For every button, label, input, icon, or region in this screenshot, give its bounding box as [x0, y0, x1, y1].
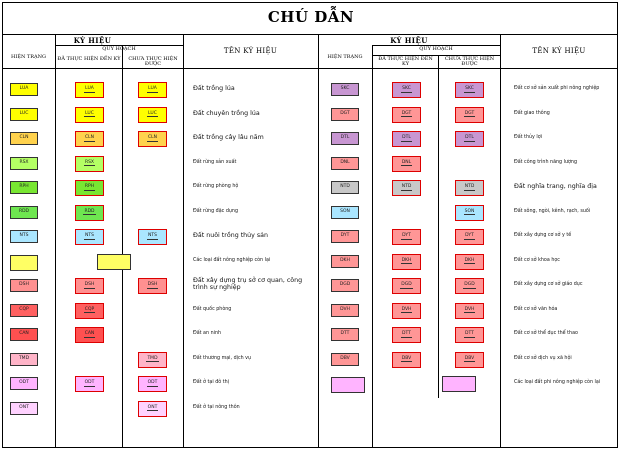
right-row-2-done-swatch [392, 107, 421, 123]
left-row-7-done-swatch [75, 229, 104, 245]
right-row-11-label: Đất cơ sở thể dục thể thao [514, 331, 578, 336]
right-row-9-done-swatch [392, 278, 421, 294]
left-undone-header: CHƯA THỰC HIỆN ĐƯỢC [128, 56, 178, 68]
right-row-7-undone-swatch [455, 229, 484, 245]
left-symbol-header: KÝ HIỆU [73, 36, 112, 45]
right-row-13-plan-swatch [442, 376, 476, 392]
right-row-6-current-swatch: SON [331, 206, 359, 219]
right-row-12-done-code: DBV [401, 355, 412, 361]
right-row-9-done-code: DGD [401, 282, 412, 288]
right-row-3-current-swatch: DTL [331, 132, 359, 145]
right-row-10-label: Đất cơ sở văn hóa [514, 306, 558, 312]
left-row-11-label: Đất an ninh [193, 331, 222, 336]
left-row-7-current-swatch: NTS [10, 230, 38, 243]
right-row-8-undone-code: DKH [464, 257, 475, 263]
left-row-3-done-code: CLN [84, 135, 94, 141]
right-row-13-current-swatch [331, 377, 365, 393]
left-row-8-plan-swatch [97, 254, 131, 270]
right-row-5-undone-swatch [455, 180, 484, 196]
right-row-5-label: Đất nghĩa trang, nghĩa địa [514, 183, 597, 190]
left-row-4-done-swatch [75, 156, 104, 172]
right-row-10-undone-swatch [455, 303, 484, 319]
col-divider-5 [372, 45, 373, 448]
right-row-3-undone-swatch [455, 131, 484, 147]
left-row-13-done-swatch [75, 376, 104, 392]
left-row-3-done-swatch [75, 131, 104, 147]
right-row-6-undone-code: SON [464, 208, 475, 214]
left-row-11-done-code: CAN [84, 331, 95, 337]
left-row-4-label: Đất rừng sản xuất [193, 159, 237, 165]
left-row-7-done-code: NTS [85, 233, 94, 239]
left-current-header: HIỆN TRẠNG [10, 54, 47, 60]
left-row-6-label: Đất rừng đặc dụng [193, 208, 239, 214]
right-row-4-done-code: DNL [401, 159, 412, 165]
right-done-header: ĐÃ THỰC HIỆN ĐẾN KỲ [378, 56, 433, 68]
left-row-2-done-swatch [75, 107, 104, 123]
title-divider [2, 34, 618, 35]
left-row-6-done-swatch [75, 205, 104, 221]
right-row-4-label: Đất công trình năng lượng [514, 159, 578, 165]
right-row-3-done-code: DTL [402, 135, 411, 141]
left-row-14-undone-code: ONT [147, 404, 158, 410]
left-row-2-label: Đất chuyên trồng lúa [193, 109, 260, 117]
left-row-13-label: Đất ở tại đô thị [193, 380, 229, 385]
left-row-1-done-code: LUA [85, 86, 94, 92]
right-row-13-label: Các loại đất phi nông nghiệp còn lại [514, 380, 601, 385]
right-row-1-undone-code: SKC [465, 86, 474, 92]
right-row-10-undone-code: DVH [464, 306, 475, 312]
left-row-13-undone-code: ODT [147, 380, 158, 386]
right-row-7-done-code: DYT [402, 233, 411, 239]
left-row-12-label: Đất thương mại, dịch vụ [193, 355, 252, 361]
right-plan-header: QUY HOẠCH [419, 46, 453, 52]
right-row-5-done-swatch [392, 180, 421, 196]
right-row-4-done-swatch [392, 156, 421, 172]
left-row-11-current-swatch: CAN [10, 328, 38, 341]
left-row-2-current-swatch: LUC [10, 108, 38, 121]
right-row-7-current-swatch: DYT [331, 230, 359, 243]
right-row-9-current-swatch: DGD [331, 279, 359, 292]
left-row-10-done-code: CQP [84, 306, 95, 312]
left-row-14-label: Đất ở tại nông thôn [193, 404, 240, 410]
right-symbol-header: KÝ HIỆU [390, 36, 428, 45]
right-row-10-current-swatch: DVH [331, 304, 359, 317]
right-row-4-current-swatch: DNL [331, 157, 359, 170]
right-row-2-undone-code: DGT [464, 110, 475, 116]
legend-title: CHÚ DẪN [267, 8, 355, 26]
right-row-5-current-swatch: NTD [331, 181, 359, 194]
col-divider-6 [438, 55, 439, 398]
left-row-9-current-swatch: DSH [10, 279, 38, 292]
right-row-12-label: Đất cơ sở dịch vụ xã hội [514, 355, 572, 361]
right-row-7-label: Đất xây dựng cơ sở y tế [514, 233, 572, 238]
left-row-1-undone-swatch [138, 82, 167, 98]
right-row-8-current-swatch: DKH [331, 255, 359, 268]
right-row-10-done-code: DVH [401, 306, 412, 312]
left-row-8-label: Các loại đất nông nghiệp còn lại [193, 257, 271, 263]
right-row-3-undone-code: DTL [465, 135, 474, 141]
left-row-12-undone-code: TMD [147, 355, 158, 361]
left-name-header: TÊN KÝ HIỆU [223, 47, 278, 55]
left-row-9-undone-code: DSH [147, 282, 158, 288]
right-row-12-undone-swatch [455, 352, 484, 368]
right-row-11-done-swatch [392, 327, 421, 343]
col-divider-1 [55, 34, 56, 448]
right-row-11-undone-code: DTT [465, 331, 474, 337]
left-done-header: ĐÃ THỰC HIỆN ĐẾN KỲ [57, 56, 121, 62]
left-row-3-undone-code: CLN [147, 135, 157, 141]
left-row-11-done-swatch [75, 327, 104, 343]
right-row-3-label: Đất thủy lợi [514, 135, 542, 140]
left-row-5-done-swatch [75, 180, 104, 196]
right-row-1-undone-swatch [455, 82, 484, 98]
left-row-10-done-swatch [75, 303, 104, 319]
right-row-1-done-code: SKC [402, 86, 411, 92]
col-divider-4 [318, 34, 319, 448]
right-row-8-label: Đất cơ sở khoa học [514, 257, 560, 263]
left-row-13-current-swatch: ODT [10, 377, 38, 390]
left-row-9-undone-swatch [138, 278, 167, 294]
left-row-13-done-code: ODT [84, 380, 95, 386]
left-row-4-done-code: RSX [84, 159, 95, 165]
right-row-5-done-code: NTD [401, 184, 412, 190]
right-row-7-done-swatch [392, 229, 421, 245]
left-row-7-undone-swatch [138, 229, 167, 245]
right-row-11-done-code: DTT [402, 331, 411, 337]
right-row-11-current-swatch: DTT [331, 328, 359, 341]
left-row-12-undone-swatch [138, 352, 167, 368]
left-row-9-done-swatch [75, 278, 104, 294]
right-row-2-current-swatch: DGT [331, 108, 359, 121]
left-row-2-undone-code: LUC [148, 110, 157, 116]
right-row-1-current-swatch: SKC [331, 83, 359, 96]
right-row-9-undone-code: DGD [464, 282, 475, 288]
left-row-2-done-code: LUC [85, 110, 94, 116]
right-row-8-done-code: DKH [401, 257, 412, 263]
left-row-6-current-swatch: RDD [10, 206, 38, 219]
left-row-3-current-swatch: CLN [10, 132, 38, 145]
left-row-5-done-code: RPH [84, 184, 95, 190]
left-row-10-current-swatch: CQP [10, 304, 38, 317]
right-row-9-undone-swatch [455, 278, 484, 294]
right-row-2-undone-swatch [455, 107, 484, 123]
left-row-5-current-swatch: RPH [10, 181, 38, 194]
right-current-header: HIỆN TRẠNG [327, 54, 363, 60]
left-row-3-label: Đất trồng cây lâu năm [193, 134, 264, 141]
right-row-5-undone-code: NTD [464, 184, 475, 190]
left-row-5-label: Đất rừng phòng hộ [193, 184, 239, 189]
right-row-8-done-swatch [392, 254, 421, 270]
left-row-12-current-swatch: TMD [10, 353, 38, 366]
left-row-2-undone-swatch [138, 107, 167, 123]
left-row-1-done-swatch [75, 82, 104, 98]
left-plan-header: QUY HOẠCH [102, 46, 136, 52]
left-row-8-current-swatch [10, 255, 38, 271]
left-row-13-undone-swatch [138, 376, 167, 392]
right-row-11-undone-swatch [455, 327, 484, 343]
col-divider-2 [122, 45, 123, 448]
right-row-6-label: Đất sông, ngòi, kênh, rạch, suối [514, 208, 591, 214]
right-name-header: TÊN KÝ HIỆU [532, 47, 586, 55]
left-row-14-undone-swatch [138, 401, 167, 417]
left-row-9-label: Đất xây dựng trụ sở cơ quan, công trình sự nghiệp [193, 277, 303, 291]
right-row-10-done-swatch [392, 303, 421, 319]
right-row-1-done-swatch [392, 82, 421, 98]
left-row-1-current-swatch: LUA [10, 83, 38, 96]
left-row-10-label: Đất quốc phòng [193, 306, 232, 312]
right-undone-header: CHƯA THỰC HIỆN ĐƯỢC [444, 56, 495, 68]
left-row-7-label: Đất nuôi trồng thủy sản [193, 232, 269, 239]
right-row-12-current-swatch: DBV [331, 353, 359, 366]
left-row-4-current-swatch: RSX [10, 157, 38, 170]
header-divider [2, 68, 618, 69]
right-row-7-undone-code: DYT [465, 233, 474, 239]
left-row-1-label: Đất trồng lúa [193, 85, 235, 92]
col-divider-7 [500, 34, 501, 448]
right-row-2-done-code: DGT [401, 110, 412, 116]
left-row-1-undone-code: LUA [148, 86, 157, 92]
left-row-3-undone-swatch [138, 131, 167, 147]
right-row-6-undone-swatch [455, 205, 484, 221]
right-row-12-done-swatch [392, 352, 421, 368]
left-row-7-undone-code: NTS [148, 233, 157, 239]
col-divider-3 [183, 34, 184, 448]
right-row-9-label: Đất xây dựng cơ sở giáo dục [514, 282, 583, 287]
right-row-8-undone-swatch [455, 254, 484, 270]
right-row-2-label: Đất giao thông [514, 110, 550, 116]
left-row-6-done-code: RDD [84, 208, 95, 214]
left-row-9-done-code: DSH [84, 282, 95, 288]
right-row-3-done-swatch [392, 131, 421, 147]
right-row-12-undone-code: DBV [464, 355, 475, 361]
left-row-14-current-swatch: ONT [10, 402, 38, 415]
right-row-1-label: Đất cơ sở sản xuất phi nông nghiệp [514, 86, 600, 91]
